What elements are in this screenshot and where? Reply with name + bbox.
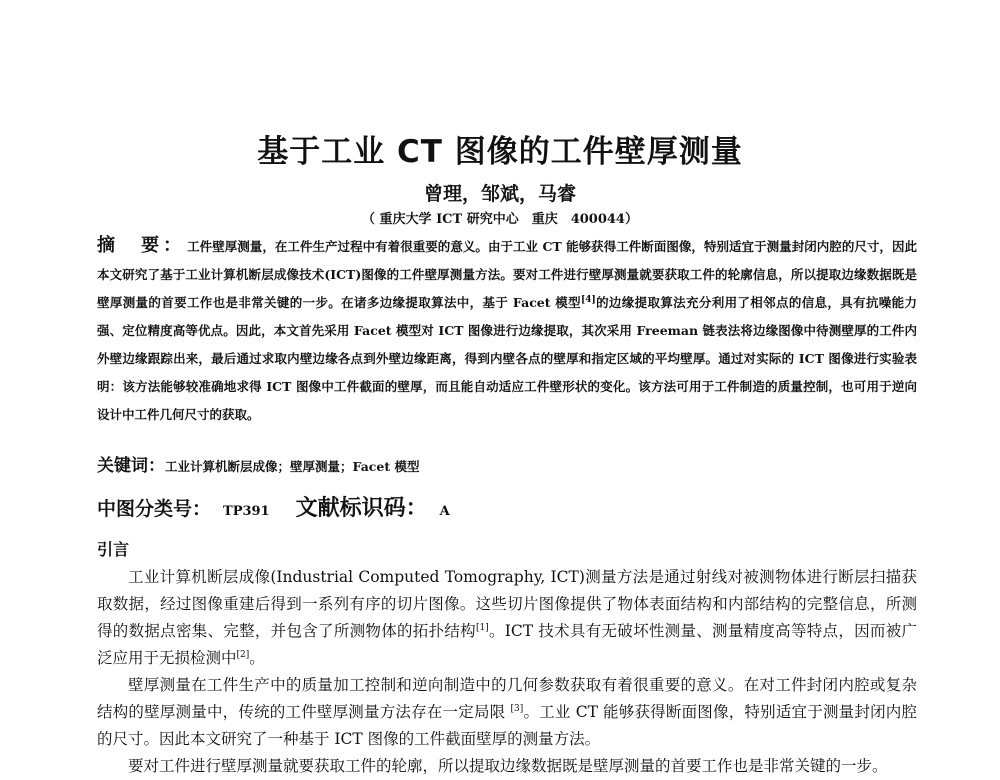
intro-body bbox=[97, 564, 917, 780]
clc-label: 中图分类号： bbox=[97, 498, 212, 520]
keywords bbox=[97, 453, 917, 480]
abstract-text-part2: 的边缘提取算法充分利用了相邻点的信息，具有抗噪能力强、定位精度高等优点。因此，本文首先采用 Facet 模型对 ICT 图像进行边缘提取，其次采用 Freeman 链表法将边缘图像中待测壁厚的工件内外壁边缘跟踪出来，最后通过求取内壁边缘各点到外壁边缘距离，得到内壁各点的壁厚和指定区域的平均壁厚。通过对实际的 ICT 图像进行实验表明：该方法能够较准确地求得 ICT 图像中工件截面的壁厚，而且能自动适应工件壁形状的变化。该方法可用于工件制造的质量控制，也可用于逆向设计中工件几何尺寸的获取。 bbox=[97, 295, 917, 422]
intro-paragraph-1 bbox=[97, 564, 917, 672]
citation-ref: [1] bbox=[475, 622, 489, 633]
abstract-label: 摘 要： bbox=[97, 235, 186, 256]
paper-title: 基于工业 CT 图像的工件壁厚测量 bbox=[257, 134, 743, 170]
intro-p1-text-b: 。ICT 技术具有无破坏性测量、测量精度高等特点，因而被广泛应用于无损检测中 bbox=[97, 622, 918, 667]
intro-p2-text-b: 。工业 CT 能够获得断面图像，特别适宜于测量封闭内腔的尺寸。因此本文研究了一种基于 ICT 图像的工件截面壁厚的测量方法。 bbox=[97, 703, 917, 748]
keywords-label: 关键词： bbox=[97, 456, 165, 476]
intro-heading: 引言 bbox=[97, 540, 130, 559]
abstract bbox=[97, 232, 917, 429]
classification-line bbox=[97, 494, 917, 527]
intro-p1-text-c: 。 bbox=[249, 649, 265, 667]
doc-code-value: A bbox=[439, 504, 450, 519]
intro-p2-text-a: 壁厚测量在工件生产中的质量加工控制和逆向制造中的几何参数获取有着很重要的意义。在对工件封闭内腔或复杂结构的壁厚测量中，传统的工件壁厚测量方法存在一定局限 bbox=[97, 676, 917, 721]
author-list: 曾理，邹斌，马睿 bbox=[423, 183, 576, 205]
intro-p1-text-a: 工业计算机断层成像(Industrial Computed Tomography, ICT)测量方法是通过射线对被测物体进行断层扫描获取数据，经过图像重建后得到一系列有序的切片图像。这些切片图像提供了物体表面结构和内部结构的完整信息，所测得的数据点密集、完整，并包含了所测物体的拓扑结构 bbox=[97, 568, 917, 640]
clc-value: TP391 bbox=[223, 504, 270, 519]
citation-ref: [4] bbox=[580, 294, 596, 305]
citation-ref: [2] bbox=[236, 649, 250, 660]
citation-ref: [3] bbox=[510, 703, 524, 714]
keywords-text: 工业计算机断层成像；壁厚测量；Facet 模型 bbox=[165, 459, 420, 474]
doc-code-label: 文献标识码： bbox=[295, 496, 428, 521]
intro-paragraph-3: 要对工件进行壁厚测量就要获取工件的轮廓，所以提取边缘数据既是壁厚测量的首要工作也是非常关键的一步。 bbox=[128, 757, 888, 775]
affiliation: （ 重庆大学 ICT 研究中心 重庆 400044） bbox=[362, 212, 638, 227]
abstract-text-part1: 工件壁厚测量，在工件生产过程中有着很重要的意义。由于工业 CT 能够获得工件断面图像，特别适宜于测量封闭内腔的尺寸，因此本文研究了基于工业计算机断层成像技术(ICT)图像的工件壁厚测量方法。要对工件进行壁厚测量就要获取工件的轮廓信息，所以提取边缘数据既是壁厚测量的首要工作也是非常关键的一步。在诸多边缘提取算法中，基于 Facet 模型 bbox=[97, 239, 917, 310]
intro-paragraph-2 bbox=[97, 672, 917, 753]
